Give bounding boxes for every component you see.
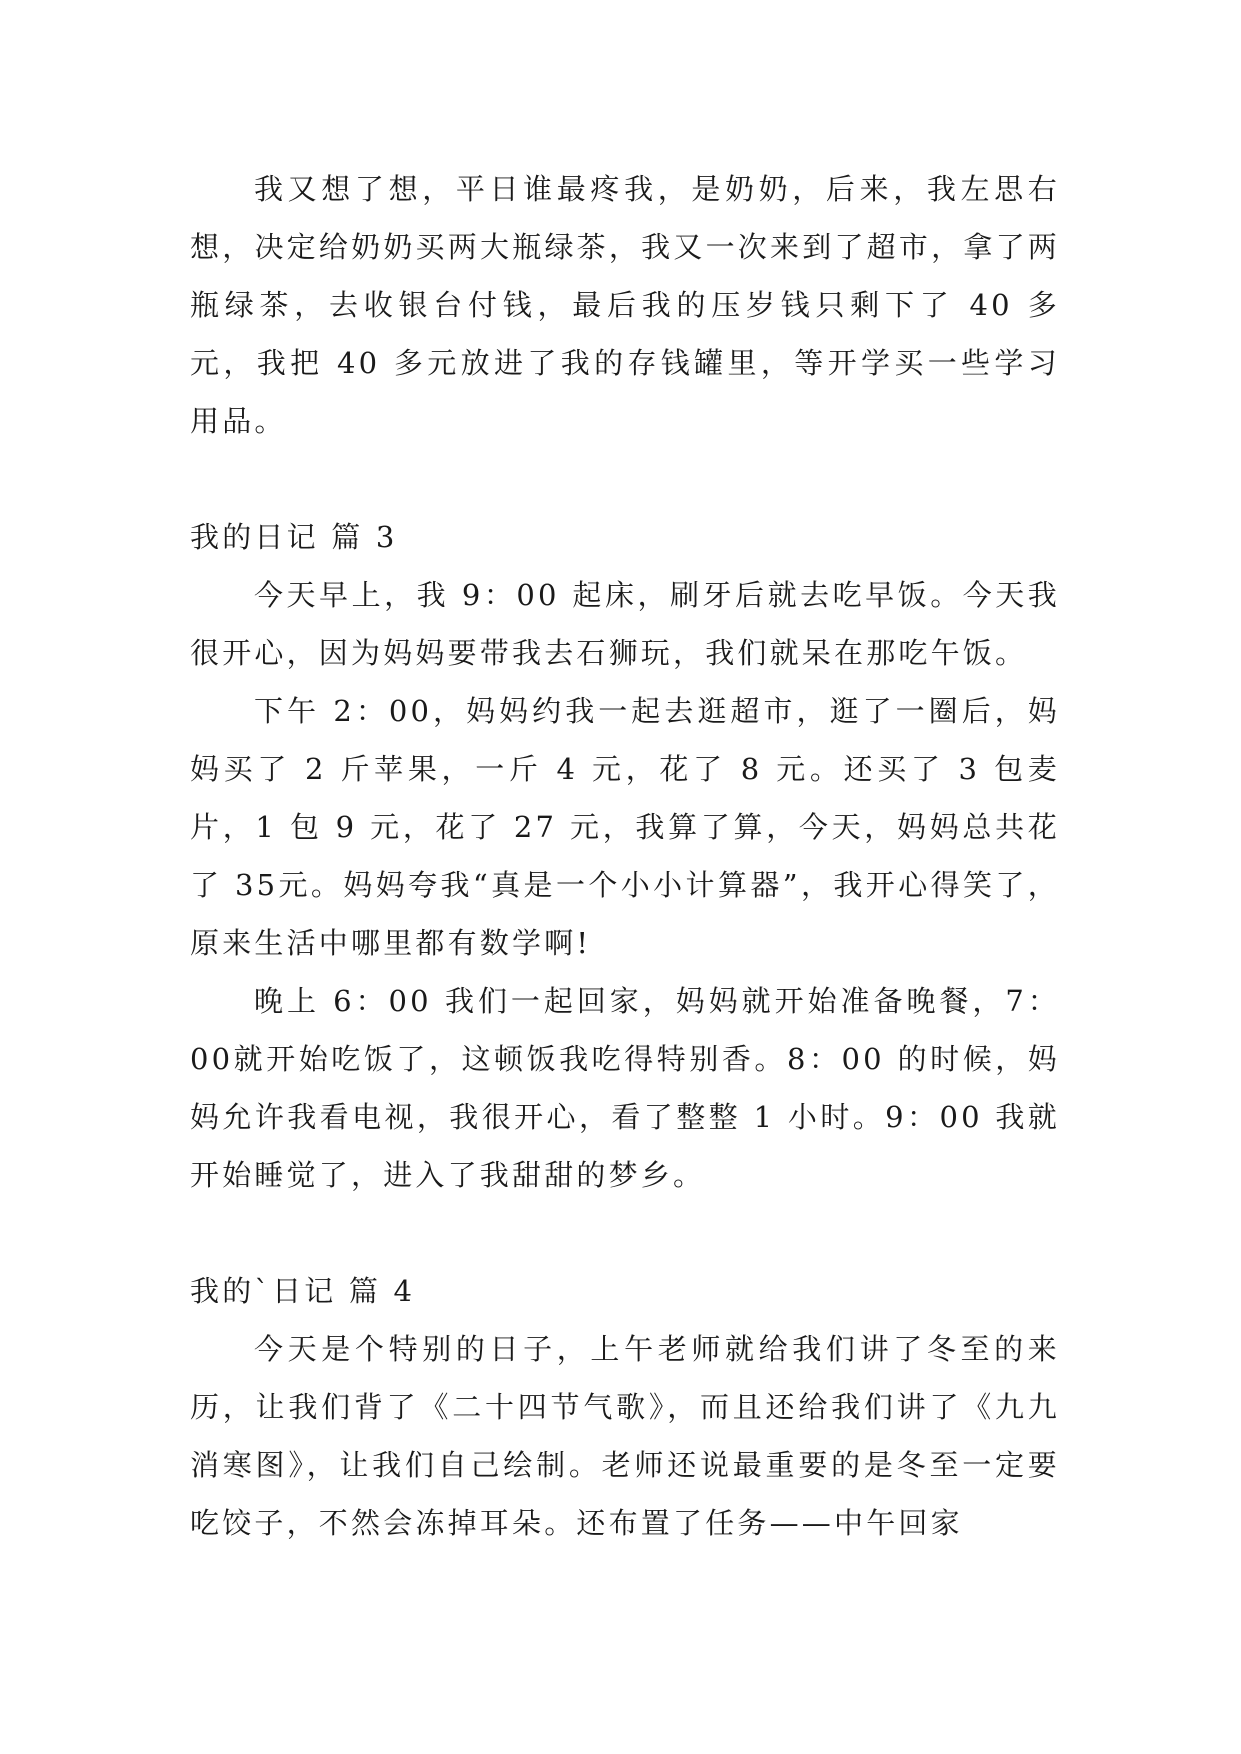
section-heading-3: 我的日记 篇 3 bbox=[190, 520, 398, 554]
section-spacer bbox=[190, 1204, 1060, 1262]
paragraph: 今天是个特别的日子，上午老师就给我们讲了冬至的来历，让我们背了《二十四节气歌》，而且还给我们讲了《九九消寒图》，让我们自己绘制。老师还说最重要的是冬至一定要吃饺子，不然会冻掉耳朵。还布置了任务——中午回家 bbox=[190, 1332, 1060, 1540]
section-heading-4: 我的`日记 篇 4 bbox=[190, 1274, 416, 1308]
document-body bbox=[190, 160, 1060, 1552]
paragraph: 我又想了想，平日谁最疼我，是奶奶，后来，我左思右想，决定给奶奶买两大瓶绿茶，我又一次来到了超市，拿了两瓶绿茶，去收银台付钱，最后我的压岁钱只剩下了 40 多元，我把 40 多元放进了我的存钱罐里，等开学买一些学习用品。 bbox=[190, 172, 1060, 438]
paragraph: 今天早上，我 9：00 起床，刷牙后就去吃早饭。今天我很开心，因为妈妈要带我去石狮玩，我们就呆在那吃午饭。 bbox=[190, 578, 1060, 670]
section-spacer bbox=[190, 450, 1060, 508]
paragraph: 下午 2：00，妈妈约我一起去逛超市，逛了一圈后，妈妈买了 2 斤苹果，一斤 4 元，花了 8 元。还买了 3 包麦片，1 包 9 元，花了 27 元，我算了算，今天，妈妈总共花了 35元。妈妈夸我“真是一个小小计算器”，我开心得笑了，原来生活中哪里都有数学啊! bbox=[190, 694, 1060, 960]
paragraph: 晚上 6：00 我们一起回家，妈妈就开始准备晚餐，7：00就开始吃饭了，这顿饭我吃得特别香。8：00 的时候，妈妈允许我看电视，我很开心，看了整整 1 小时。9：00 我就开始睡觉了，进入了我甜甜的梦乡。 bbox=[190, 984, 1060, 1192]
